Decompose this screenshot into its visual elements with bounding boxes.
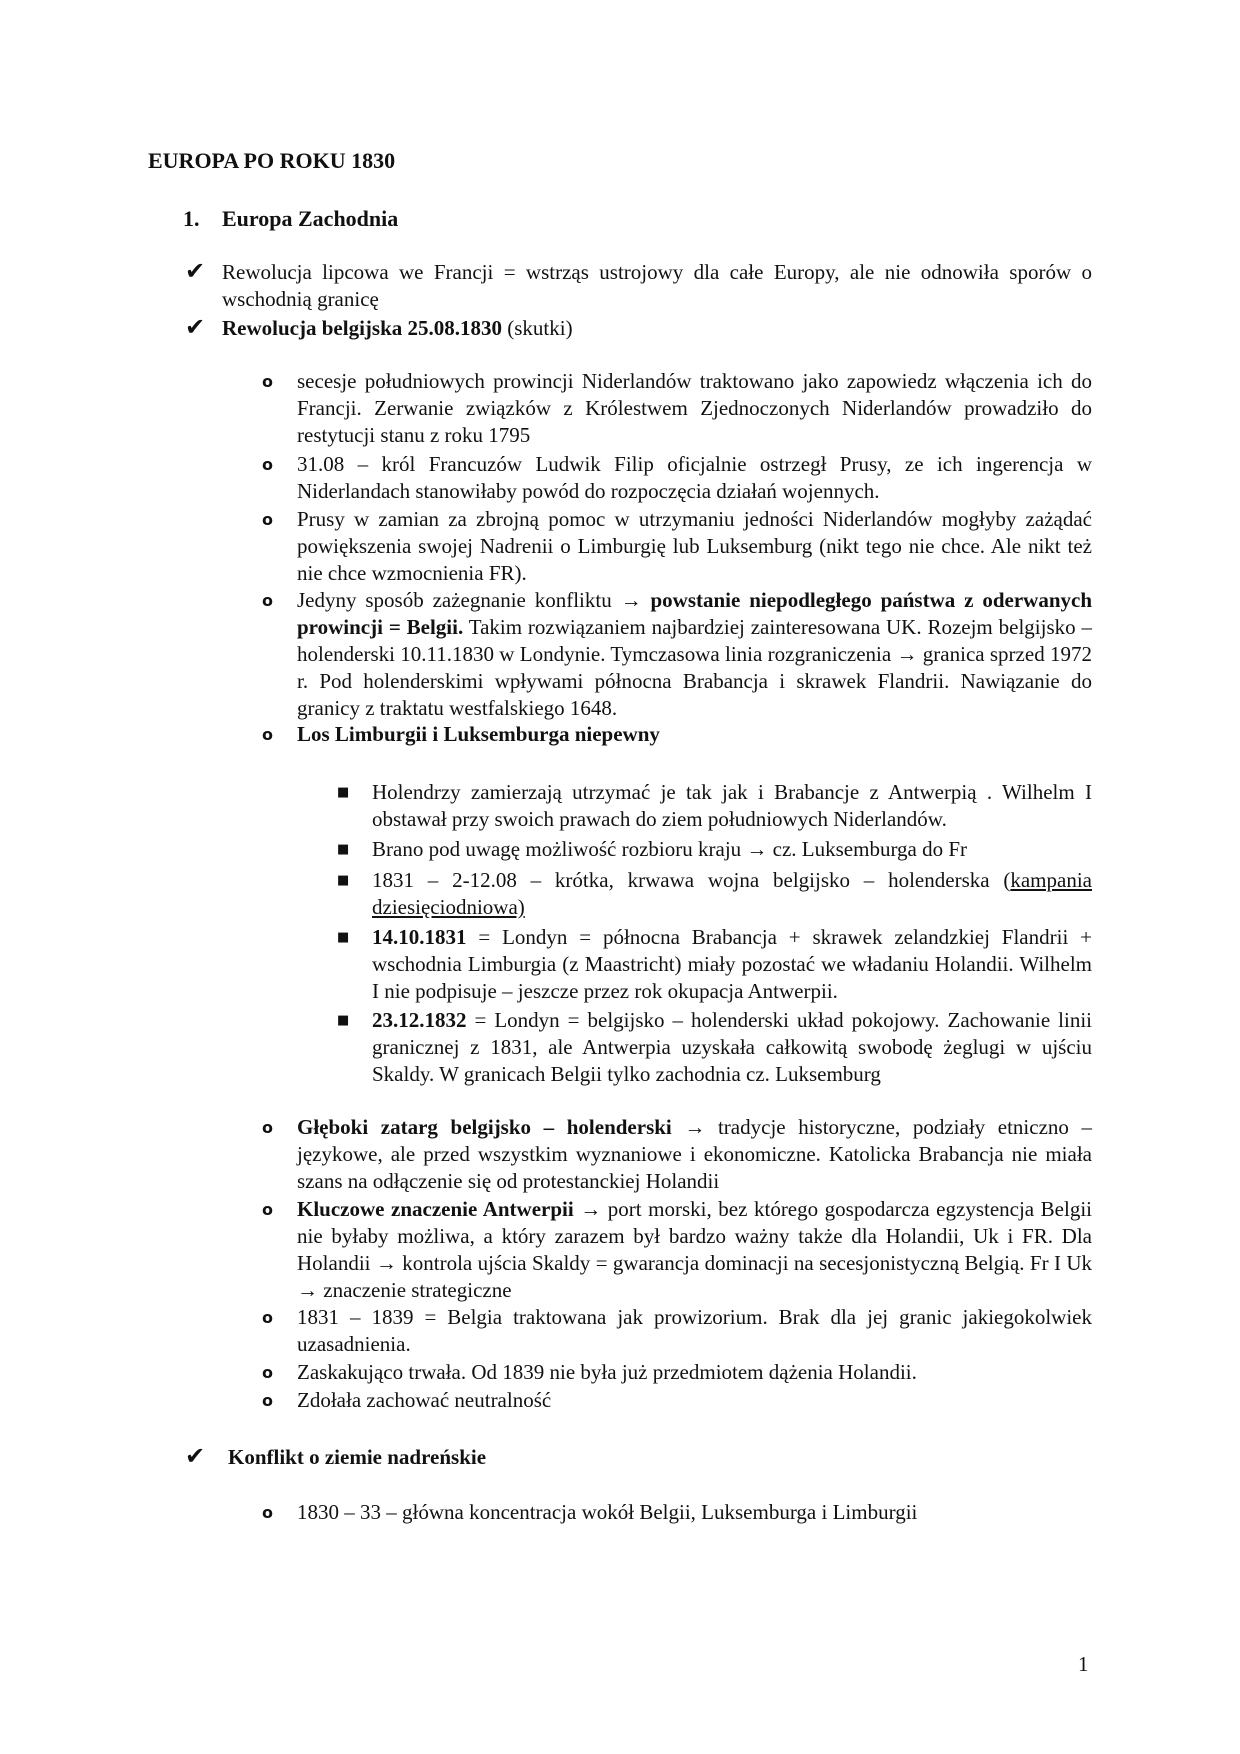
square-bullet-icon: ■ [337,1013,350,1028]
circle-bullet-icon: o [262,1363,273,1382]
list-item: 1831 – 1839 = Belgia traktowana jak prowizorium. Brak dla jej granic jakiegokolwiek uzasadnienia. [297,1305,1092,1356]
checklist-item [222,315,1092,342]
square-bullet-icon: ■ [337,930,350,945]
circle-bullet-icon: o [262,1391,273,1410]
text: 1831 – 2-12.08 – krótka, krwawa wojna belgijsko – holenderska ( [372,868,1011,892]
sub-list-item: Brano pod uwagę możliwość rozbioru kraju → cz. Luksemburga do Fr [372,837,968,861]
text: = Londyn = północna Brabancja + skrawek zelandzkiej Flandrii + wschodnia Limburgia (z Maastricht) miały pozostać we władaniu Holandii. Wilhelm I nie podpisuje – jeszcze przez rok okupacja Antwerpii. [372,925,1092,1003]
bold-text: powstanie niepodległego państwa z oderwanych prowincji = Belgii. [297,588,1092,639]
bold-text: Rewolucja belgijska 25.08.1830 [222,316,502,340]
circle-bullet-icon: o [262,455,273,474]
section-number: 1. [183,206,200,231]
list-item: Zdołała zachować neutralność [297,1388,552,1412]
list-item: 31.08 – król Francuzów Ludwik Filip oficjalnie ostrzegł Prusy, ze ich ingerencja w Niderlandach stanowiłaby powód do rozpoczęcia działań wojennych. [297,452,1092,503]
sub-list-item [372,924,1092,1005]
text: → tradycje historyczne, podziały etniczno – językowe, ale przed wszystkim wyznaniowe i ekonomiczne. Katolicka Brabancja nie miała szans na odłączenie się od protestanckiej Holandii [297,1115,1092,1193]
list-item [297,1114,1092,1195]
list-item: Zaskakująco trwała. Od 1839 nie była już przedmiotem dążenia Holandii. [297,1360,917,1384]
list-item: secesje południowych prowincji Niderlandów traktowano jako zapowiedz włączenia ich do Francji. Zerwanie związków z Królestwem Zjednoczonych Niderlandów prowadziło do restytucji stanu z roku 1795 [297,369,1092,447]
square-bullet-icon: ■ [337,785,350,800]
list-item [297,1196,1092,1304]
list-item: Prusy w zamian za zbrojną pomoc w utrzymaniu jedności Niderlandów mogłyby zażądać powiększenia swojej Nadrenii o Limburgię lub Luksemburg (nikt tego nie chce. Ale nikt też nie chce wzmocnienia FR). [297,507,1092,585]
circle-bullet-icon: o [262,591,273,610]
bold-text: Głęboki zatarg belgijsko – holenderski [297,1115,672,1139]
checklist-item: Rewolucja lipcowa we Francji = wstrząs ustrojowy dla całe Europy, ale nie odnowiła sporów o wschodnią granicę [222,260,1092,311]
underlined-text: kampania dziesięciodniowa) [372,868,1092,919]
circle-bullet-icon: o [262,725,273,744]
text: Takim rozwiązaniem najbardziej zainteresowana UK. Rozejm belgijsko – holenderski 10.11.1830 w Londynie. Tymczasowa linia rozgraniczenia → granica sprzed 1972 r. Pod holenderskimi wpływami północna Brabancja i skrawek Flandrii. Nawiązanie do granicy z traktatu westfalskiego 1648. [297,615,1092,720]
checkmark-icon: ✔ [185,259,206,285]
text: Jedyny sposób zażegnanie konfliktu → [297,588,651,612]
bold-text: Kluczowe znaczenie Antwerpii [297,1197,574,1221]
circle-bullet-icon: o [262,1503,273,1522]
text: = Londyn = belgijsko – holenderski układ pokojowy. Zachowanie linii granicznej z 1831, ale Antwerpia uzyskała całkowitą swobodę żeglugi w ujściu Skaldy. W granicach Belgii tylko zachodnia cz. Luksemburg [372,1008,1092,1086]
section-heading [183,206,398,232]
circle-bullet-icon: o [262,1308,273,1327]
list-item: 1830 – 33 – główna koncentracja wokół Belgii, Luksemburga i Limburgii [297,1500,918,1524]
sub-list-item: Holendrzy zamierzają utrzymać je tak jak i Brabancje z Antwerpią . Wilhelm I obstawał przy swoich prawach do ziem południowych Niderlandów. [372,780,1092,831]
square-bullet-icon: ■ [337,842,350,857]
circle-bullet-icon: o [262,372,273,391]
page-number: 1 [1078,1652,1089,1676]
section-label: Europa Zachodnia [222,206,399,231]
list-item: Los Limburgii i Luksemburga niepewny [297,722,660,746]
bold-text: 23.12.1832 [372,1008,467,1032]
text: (skutki) [502,316,573,340]
text: → port morski, bez którego gospodarcza egzystencja Belgii nie byłaby możliwa, a który zarazem był bardzo ważny także dla Holandii, Uk i FR. Dla Holandii → kontrola ujścia Skaldy = gwarancja dominacji na secesjonistyczną Belgią. Fr I Uk → znaczenie strategiczne [297,1197,1092,1302]
checklist-item: Konflikt o ziemie nadreńskie [228,1445,487,1469]
sub-list-item [372,1007,1092,1088]
circle-bullet-icon: o [262,1118,273,1137]
circle-bullet-icon: o [262,1200,273,1219]
bold-text: 14.10.1831 [372,925,467,949]
checkmark-icon: ✔ [185,315,206,341]
page-title: EUROPA PO ROKU 1830 [148,148,396,173]
circle-bullet-icon: o [262,510,273,529]
square-bullet-icon: ■ [337,873,350,888]
list-item [297,587,1092,722]
sub-list-item [372,867,1092,921]
checkmark-icon: ✔ [185,1444,206,1470]
